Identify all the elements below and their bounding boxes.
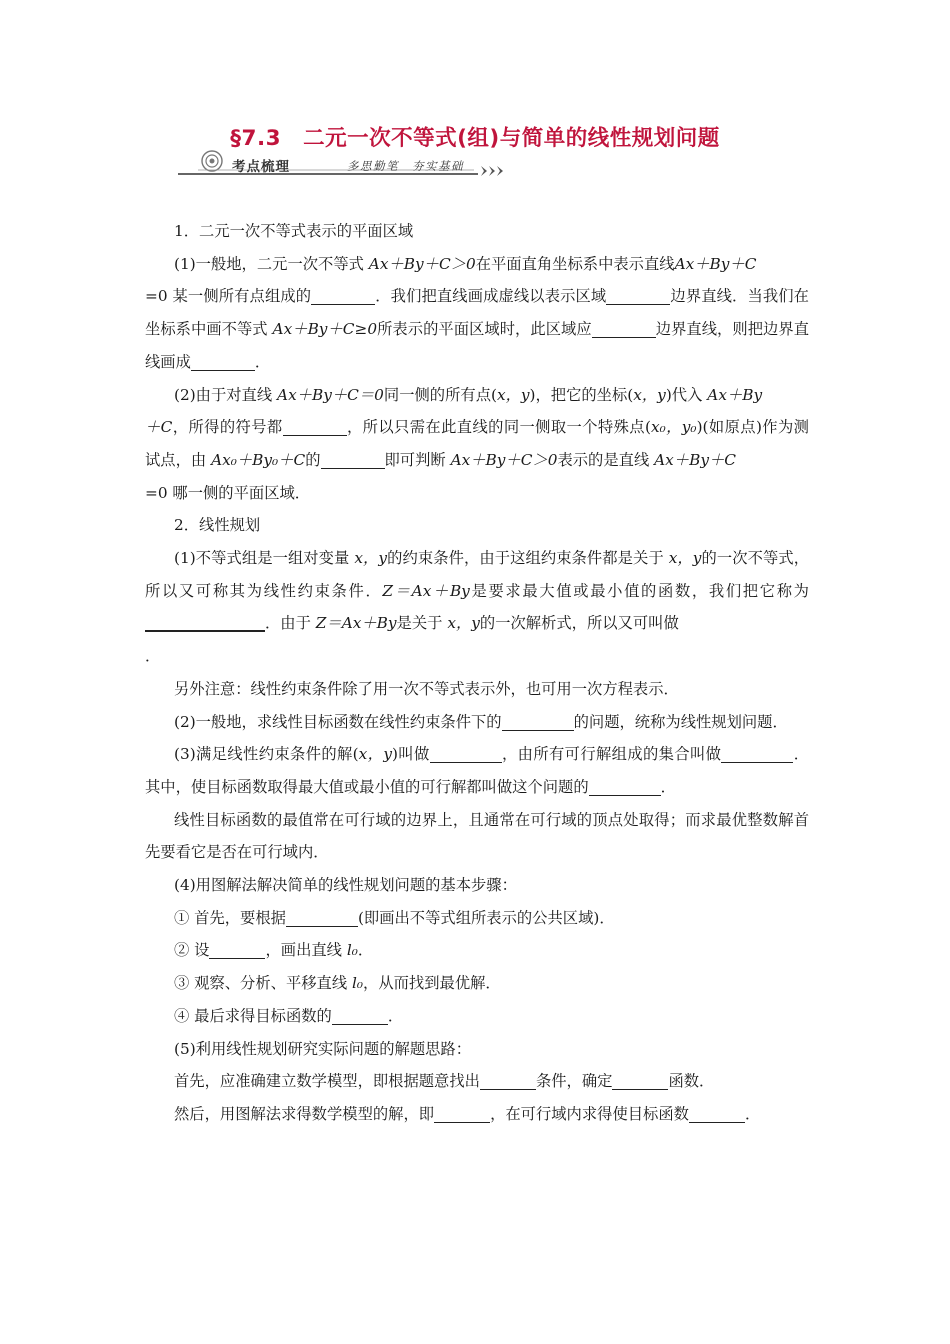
section-2-para-3-note: 线性目标函数的最值常在可行域的边界上，且通常在可行域的顶点处取得；而求最优整数解首先要看它是否在可行域内． <box>145 810 809 862</box>
step-1: ① 首先，要根据 (即画出不等式组所表示的公共区域)． <box>174 908 615 927</box>
blank <box>721 744 793 763</box>
section-2-para-5-line-2: 然后，用图解法求得数学模型的解，即 ，在可行域内求得使目标函数 ． <box>174 1104 761 1123</box>
banner-motto: 多思勤笔 夯实基础 <box>347 159 464 173</box>
blank <box>612 1071 668 1090</box>
section-2-para-5-heading: (5)利用线性规划研究实际问题的解题思路： <box>174 1039 472 1058</box>
blank <box>283 417 347 436</box>
blank <box>332 1006 388 1025</box>
arrow-icon <box>481 166 503 176</box>
section-2-para-4-heading: (4)用图解法解决简单的线性规划问题的基本步骤： <box>174 876 517 895</box>
blank <box>321 450 385 469</box>
blank <box>145 612 265 632</box>
blank <box>606 286 670 305</box>
blank <box>311 286 375 305</box>
blank <box>191 352 255 371</box>
section-2-para-2: (2)一般地，求线性目标函数在线性约束条件下的 的问题，统称为线性规划问题． <box>174 712 788 731</box>
step-2: ② 设 ，画出直线 l₀． <box>174 941 374 960</box>
section-2-heading: 2．线性规划 <box>174 516 261 535</box>
blank <box>434 1104 490 1123</box>
banner-label: 考点梳理 <box>232 159 290 175</box>
section-1-heading: 1．二元一次不等式表示的平面区域 <box>174 222 414 240</box>
blank <box>209 940 265 959</box>
step-4: ④ 最后求得目标函数的 ． <box>174 1006 404 1025</box>
blank <box>589 777 661 796</box>
section-2-para-5-line-1: 首先，应准确建立数学模型，即根据题意找出 条件，确定 函数． <box>174 1072 715 1091</box>
page-title: §7.3 二元一次不等式(组)与简单的线性规划问题 <box>230 126 720 151</box>
spiral-icon <box>202 151 222 171</box>
blank <box>592 319 656 338</box>
section-2-para-3: (3)满足线性约束条件的解(x，y)叫做 ，由所有可行解组成的集合叫做 ．其中，使目标函数取得最大值或最小值的可行解都叫做这个问题的 ． <box>145 745 809 796</box>
blank <box>286 908 358 927</box>
step-3: ③ 观察、分析、平移直线 l₀，从而找到最优解． <box>174 974 501 993</box>
section-1-para-1: (1)一般地，二元一次不等式 Ax＋By＋C＞0在平面直角坐标系中表示直线Ax＋By＋C =0 某一侧所有点组成的 ．我们把直线画成虚线以表示区域 边界直线．当我们在坐标系中画不等式 Ax＋By＋C≥0所表示的平面区域时，此区域应 边界直线，则把边界直线画成 ． <box>145 254 809 371</box>
document-body <box>145 215 809 1131</box>
section-2-para-1: (1)不等式组是一组对变量 x，y的约束条件，由于这组约束条件都是关于 x，y的一次不等式，所以又可称其为线性约束条件．Z＝Ax＋By是要求最大值或最小值的函数，我们把它称为．由于 Z＝Ax＋By是关于 x，y的一次解析式，所以又可叫做 ． <box>145 549 809 666</box>
blank <box>689 1104 745 1123</box>
blank <box>430 744 502 763</box>
blank <box>480 1071 536 1090</box>
blank <box>502 712 574 731</box>
section-1-para-2: (2)由于对直线 Ax＋By＋C＝0同一侧的所有点(x，y)，把它的坐标(x，y)代入 Ax＋By ＋C，所得的符号都 ，所以只需在此直线的同一侧取一个特殊点(x₀，y₀)(如原点)作为测试点，由 Ax₀＋By₀＋C的 即可判断 Ax＋By＋C＞0表示的是直线 Ax＋By＋C =0 哪一侧的平面区域． <box>145 385 809 502</box>
section-2-note: 另外注意：线性约束条件除了用一次不等式表示外，也可用一次方程表示． <box>174 679 679 698</box>
